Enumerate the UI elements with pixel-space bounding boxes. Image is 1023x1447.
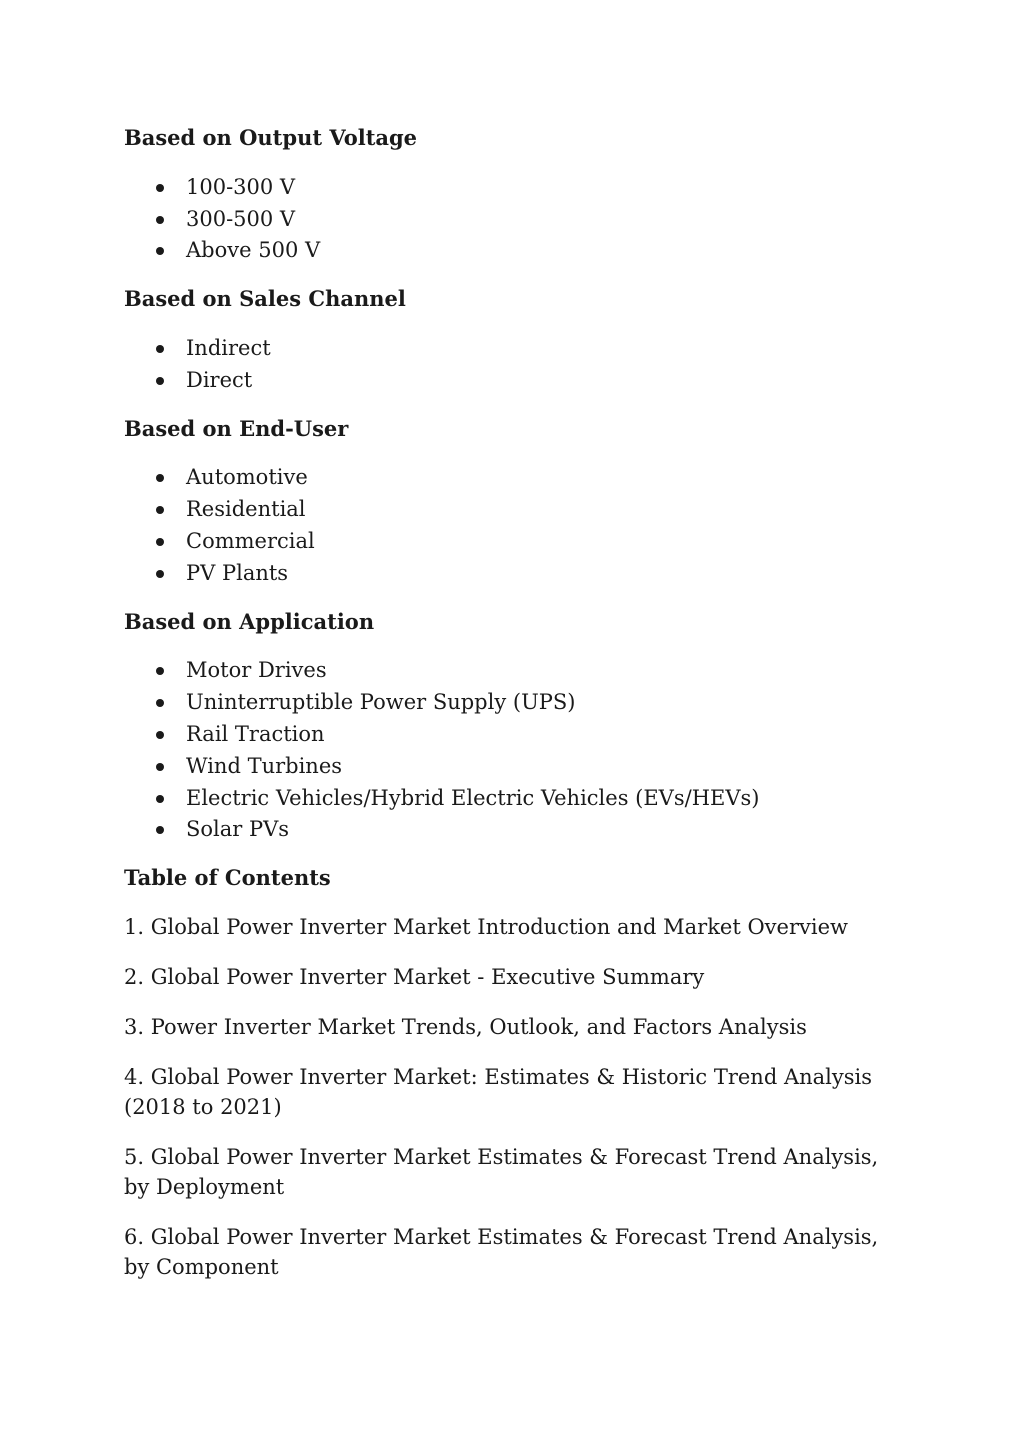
bullet-icon xyxy=(156,763,164,771)
list-item-text: Residential xyxy=(186,497,306,522)
bullet-icon xyxy=(156,506,164,514)
section-heading: Based on Application xyxy=(124,608,375,634)
section-heading: Based on End-User xyxy=(124,415,349,441)
list-item-text: Electric Vehicles/Hybrid Electric Vehicles (EVs/HEVs) xyxy=(186,785,760,810)
list-item-text: Automotive xyxy=(186,465,308,490)
toc-item: 5. Global Power Inverter Market Estimates & Forecast Trend Analysis, by Deployment xyxy=(124,1144,879,1199)
list-item xyxy=(124,494,904,526)
bullet-icon xyxy=(156,731,164,739)
list-item xyxy=(124,687,904,719)
list-item xyxy=(124,526,904,558)
list-item xyxy=(124,204,904,236)
list-item xyxy=(124,783,904,815)
toc-item: 6. Global Power Inverter Market Estimates & Forecast Trend Analysis, by Component xyxy=(124,1224,879,1279)
toc-item: 3. Power Inverter Market Trends, Outlook, and Factors Analysis xyxy=(124,1014,807,1039)
bullet-icon xyxy=(156,795,164,803)
bullet-icon xyxy=(156,184,164,192)
bullet-icon xyxy=(156,247,164,255)
toc-heading: Table of Contents xyxy=(124,865,331,891)
bullet-icon xyxy=(156,474,164,482)
list-item xyxy=(124,333,904,365)
toc-item: 4. Global Power Inverter Market: Estimates & Historic Trend Analysis (2018 to 2021) xyxy=(124,1064,873,1119)
bullet-list xyxy=(124,333,904,397)
list-item-text: Solar PVs xyxy=(186,817,290,842)
list-item-text: Direct xyxy=(186,367,253,392)
section-heading: Based on Output Voltage xyxy=(124,125,418,150)
section-end-user xyxy=(124,413,904,590)
bullet-icon xyxy=(156,538,164,546)
toc-item: 1. Global Power Inverter Market Introduction and Market Overview xyxy=(124,914,848,939)
list-item-text: Above 500 V xyxy=(186,238,321,263)
list-item xyxy=(124,172,904,204)
table-of-contents xyxy=(124,862,904,1282)
section-output-voltage xyxy=(124,122,904,267)
bullet-icon xyxy=(156,570,164,578)
bullet-list xyxy=(124,172,904,267)
list-item xyxy=(124,655,904,687)
list-item-text: Motor Drives xyxy=(186,658,327,683)
bullet-list xyxy=(124,462,904,589)
list-item xyxy=(124,751,904,783)
section-sales-channel xyxy=(124,283,904,396)
bullet-list xyxy=(124,655,904,846)
list-item xyxy=(124,235,904,267)
list-item-text: Rail Traction xyxy=(186,721,325,746)
toc-item: 2. Global Power Inverter Market - Executive Summary xyxy=(124,964,705,989)
document-page xyxy=(124,122,904,1302)
list-item xyxy=(124,462,904,494)
list-item xyxy=(124,719,904,751)
section-application xyxy=(124,606,904,847)
list-item-text: PV Plants xyxy=(186,560,289,585)
bullet-icon xyxy=(156,826,164,834)
list-item-text: 300-500 V xyxy=(186,206,296,231)
bullet-icon xyxy=(156,377,164,385)
list-item xyxy=(124,558,904,590)
bullet-icon xyxy=(156,667,164,675)
list-item-text: Commercial xyxy=(186,528,315,553)
list-item-text: Indirect xyxy=(186,335,271,360)
list-item xyxy=(124,814,904,846)
list-item-text: 100-300 V xyxy=(186,174,296,199)
list-item-text: Wind Turbines xyxy=(186,753,343,778)
list-item xyxy=(124,365,904,397)
bullet-icon xyxy=(156,345,164,353)
bullet-icon xyxy=(156,699,164,707)
list-item-text: Uninterruptible Power Supply (UPS) xyxy=(186,690,576,715)
section-heading: Based on Sales Channel xyxy=(124,286,406,312)
bullet-icon xyxy=(156,216,164,224)
